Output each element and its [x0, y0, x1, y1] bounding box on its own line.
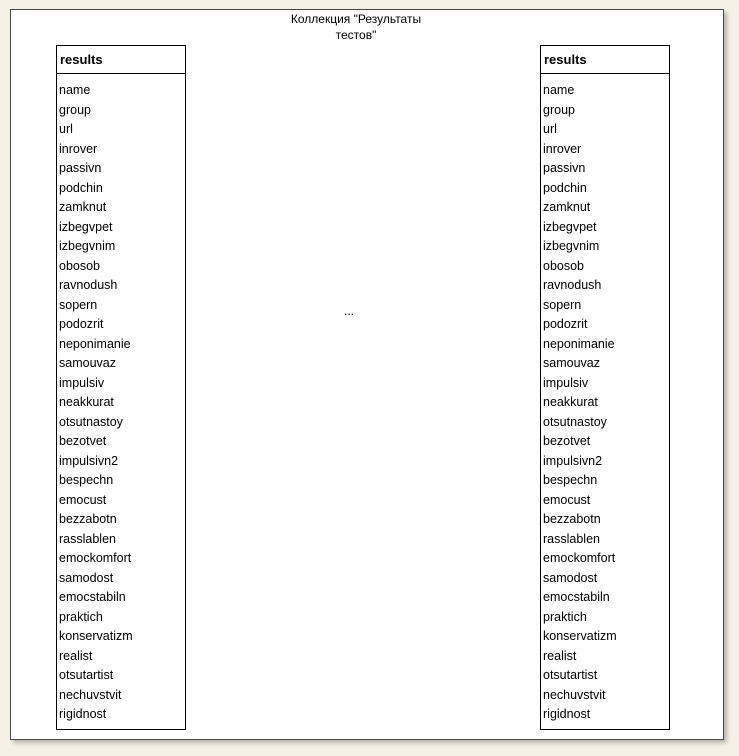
entity-field: neponimanie	[543, 336, 615, 351]
collection-container[interactable]	[10, 9, 724, 740]
entity-field: rigidnost	[543, 707, 591, 721]
entity-field: bezotvet	[543, 434, 591, 448]
entity-field: neakkurat	[59, 395, 114, 409]
entity-field: podozrit	[543, 317, 588, 331]
entity-field: emockomfort	[59, 551, 132, 565]
entity-field: praktich	[543, 609, 587, 624]
entity-field: group	[59, 102, 91, 117]
entity-fields-list	[57, 74, 185, 725]
entity-results-right[interactable]	[540, 45, 670, 730]
entity-field: sopern	[543, 297, 582, 312]
entity-field: otsutnastoy	[59, 414, 123, 429]
entity-field: otsutnastoy	[543, 414, 607, 429]
entity-field: name	[543, 83, 575, 97]
entity-field: bezzabotn	[543, 512, 601, 526]
entity-field: izbegvnim	[543, 239, 600, 253]
entity-field: zamknut	[543, 200, 591, 214]
entity-field: samodost	[59, 570, 114, 585]
entity-field: passivn	[543, 161, 586, 175]
entity-field: rigidnost	[59, 707, 107, 721]
entity-field: konservatizm	[59, 629, 133, 643]
entity-field: url	[59, 122, 73, 136]
entity-field: nechuvstvit	[543, 687, 606, 702]
entity-field: realist	[543, 648, 577, 663]
entity-field: emocust	[543, 492, 591, 507]
entity-field: emocust	[59, 492, 107, 507]
entity-field: zamknut	[59, 200, 107, 214]
entity-field: samouvaz	[59, 356, 116, 370]
collection-title: Коллекция "Результаты тестов"	[290, 12, 422, 42]
entity-field: sopern	[59, 297, 98, 312]
entity-field: name	[59, 83, 91, 97]
entity-field: nechuvstvit	[59, 687, 122, 702]
entity-field: url	[543, 122, 557, 136]
entity-field: izbegvpet	[59, 219, 113, 234]
entity-field: otsutartist	[543, 668, 598, 682]
entity-field: podchin	[59, 180, 103, 195]
entity-field: impulsiv	[543, 375, 589, 390]
entity-fields-list	[541, 74, 669, 725]
entity-field: neakkurat	[543, 395, 598, 409]
entity-field: otsutartist	[59, 668, 114, 682]
entity-field: ravnodush	[543, 278, 602, 292]
entity-field: konservatizm	[543, 629, 617, 643]
entity-field: bezzabotn	[59, 512, 117, 526]
entity-field: rasslablen	[543, 531, 600, 546]
entity-field: impulsivn2	[59, 453, 119, 468]
entity-field: rasslablen	[59, 531, 116, 546]
entity-field: impulsiv	[59, 375, 105, 390]
entity-field: samodost	[543, 570, 598, 585]
entity-results-left[interactable]	[56, 45, 186, 730]
entity-field: group	[543, 102, 575, 117]
entity-field: inrover	[543, 141, 582, 156]
entity-field: podozrit	[59, 317, 104, 331]
entity-header: results	[57, 46, 185, 74]
entity-field: emocstabiln	[543, 590, 610, 604]
entity-field: ravnodush	[59, 278, 118, 292]
entity-field: inrover	[59, 141, 98, 156]
entity-field: bespechn	[59, 473, 114, 487]
entity-field: passivn	[59, 161, 102, 175]
entity-field: izbegvpet	[543, 219, 597, 234]
ellipsis-marker: ...	[344, 304, 355, 318]
entity-field: samouvaz	[543, 356, 600, 370]
entity-field: bezotvet	[59, 434, 107, 448]
entity-field: bespechn	[543, 473, 598, 487]
entity-header: results	[541, 46, 669, 74]
entity-field: emocstabiln	[59, 590, 126, 604]
entity-field: realist	[59, 648, 93, 663]
entity-field: praktich	[59, 609, 103, 624]
entity-field: obosob	[543, 258, 585, 273]
entity-field: podchin	[543, 180, 587, 195]
entity-field: impulsivn2	[543, 453, 603, 468]
entity-field: emockomfort	[543, 551, 616, 565]
entity-field: izbegvnim	[59, 239, 116, 253]
entity-field: neponimanie	[59, 336, 131, 351]
entity-field: obosob	[59, 258, 101, 273]
